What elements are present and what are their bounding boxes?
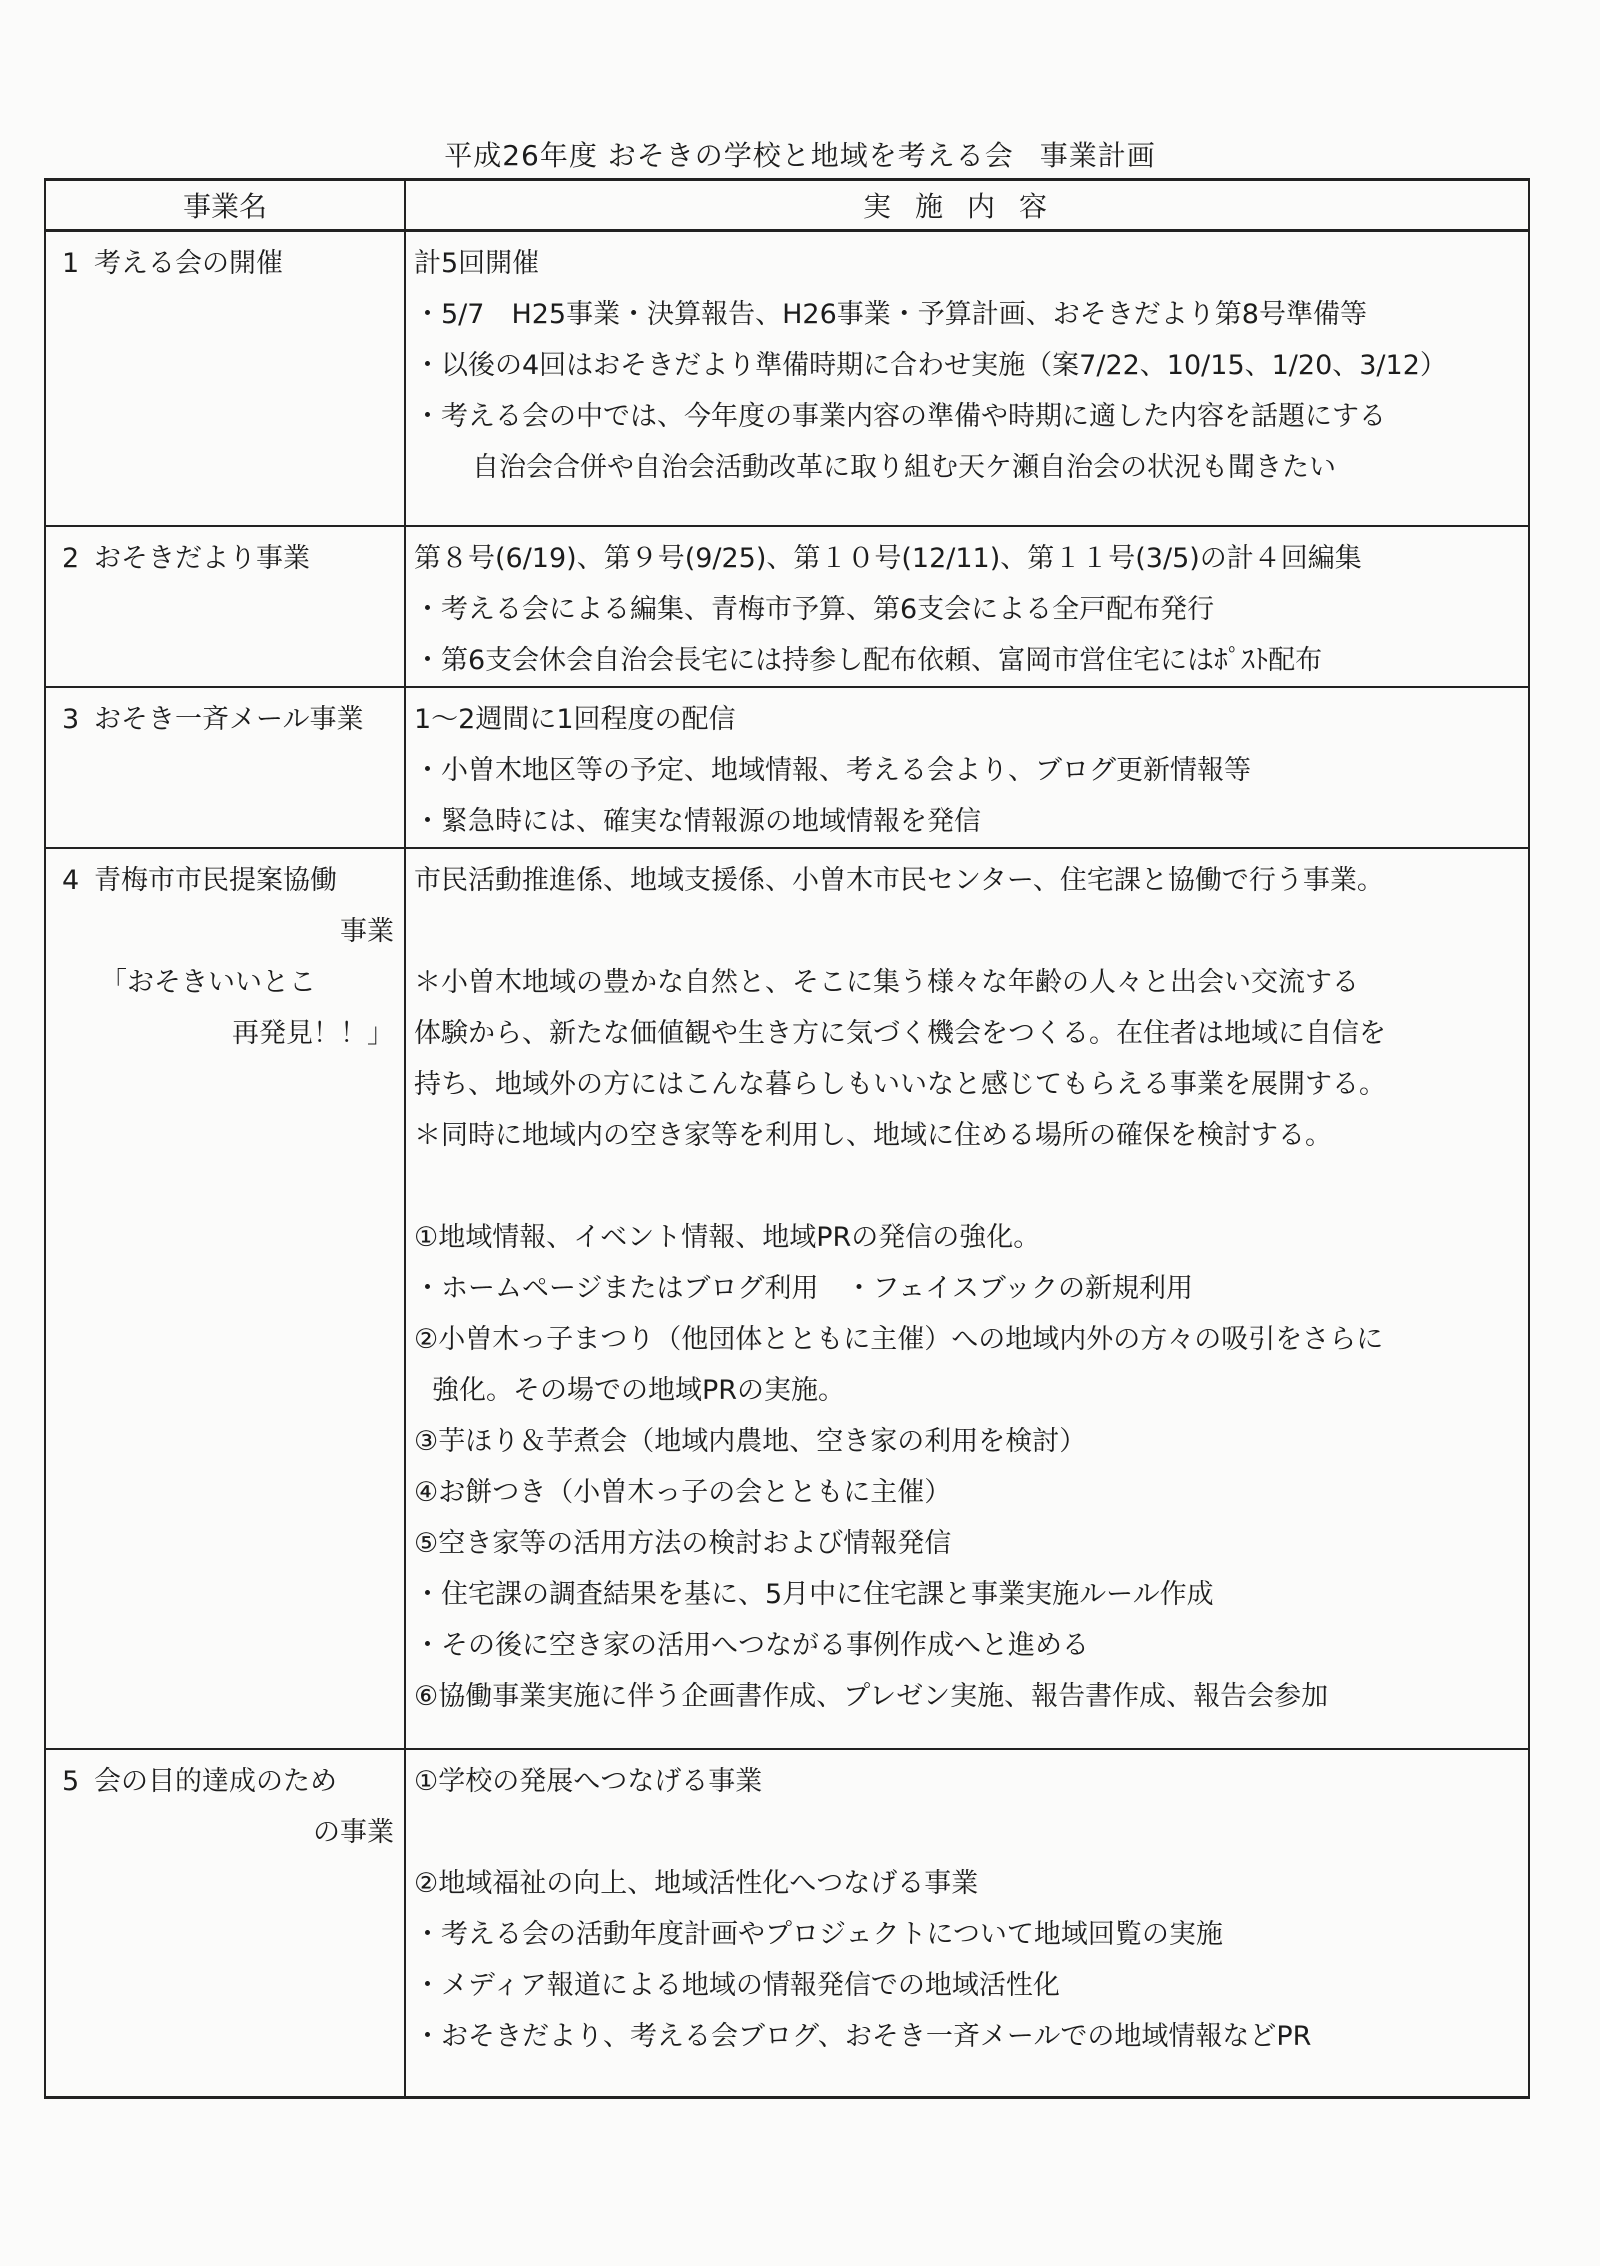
content-line: 強化。その場での地域PRの実施。 <box>432 1375 846 1406</box>
content-line: ・住宅課の調査結果を基に、5月中に住宅課と事業実施ルール作成 <box>414 1579 1214 1610</box>
content-line: ・5/7 H25事業・決算報告、H26事業・予算計画、おそきだより第8号準備等 <box>414 299 1367 330</box>
content-line: ③芋ほり＆芋煮会（地域内農地、空き家の利用を検討） <box>414 1426 1087 1457</box>
plan-table <box>44 178 1530 2099</box>
project-subtitle: 「おそきいいとこ <box>100 967 316 998</box>
row-number: 2 <box>62 543 80 574</box>
content-line: 1～2週間に1回程度の配信 <box>414 704 736 735</box>
row-number: 4 <box>62 865 80 896</box>
content-cell <box>405 687 1529 848</box>
blank-line <box>414 1807 1520 1858</box>
content-line: ・メディア報道による地域の情報発信での地域活性化 <box>414 1970 1060 2001</box>
row-number: 1 <box>62 248 80 279</box>
table-row <box>45 687 1529 848</box>
project-name: 考える会の開催 <box>94 248 283 279</box>
content-cell <box>405 526 1529 687</box>
project-name: おそきだより事業 <box>94 543 310 574</box>
content-line: ・考える会の中では、今年度の事業内容の準備や時期に適した内容を話題にする <box>414 401 1386 432</box>
content-line: ⑤空き家等の活用方法の検討および情報発信 <box>414 1528 952 1559</box>
header-project-name: 事業名 <box>45 180 405 231</box>
table-row <box>45 848 1529 1749</box>
project-name-cell <box>45 231 405 527</box>
content-line: ＊同時に地域内の空き家等を利用し、地域に住める場所の確保を検討する。 <box>414 1120 1332 1151</box>
title-year: 平成26年度 <box>444 139 598 172</box>
project-name-cell <box>45 1749 405 2098</box>
content-line: 市民活動推進係、地域支援係、小曽木市民センター、住宅課と協働で行う事業。 <box>414 865 1384 896</box>
content-line: ・小曽木地区等の予定、地域情報、考える会より、ブログ更新情報等 <box>414 755 1251 786</box>
content-line: ・ホームページまたはブログ利用 ・フェイスブックの新規利用 <box>414 1273 1193 1304</box>
content-line: ・緊急時には、確実な情報源の地域情報を発信 <box>414 806 981 837</box>
table-row <box>45 231 1529 527</box>
content-line: ④お餅つき（小曽木っ子の会とともに主催） <box>414 1477 952 1508</box>
content-line: ・考える会による編集、青梅市予算、第6支会による全戸配布発行 <box>414 594 1215 625</box>
content-line: 第８号(6/19)、第９号(9/25)、第１０号(12/11)、第１１号(3/5)の計４回編集 <box>414 543 1362 574</box>
content-line: ②小曽木っ子まつり（他団体とともに主催）への地域内外の方々の吸引をさらに <box>414 1324 1384 1355</box>
content-line: ①地域情報、イベント情報、地域PRの発信の強化。 <box>414 1222 1041 1253</box>
row-number: 3 <box>62 704 80 735</box>
table-row <box>45 1749 1529 2098</box>
project-name-continued: の事業 <box>313 1817 394 1848</box>
table-header-row <box>45 180 1529 231</box>
content-line: ①学校の発展へつなげる事業 <box>414 1766 763 1797</box>
project-name: 青梅市市民提案協働 <box>94 865 337 896</box>
document-title <box>0 134 1600 174</box>
header-content: 実施内容 <box>405 180 1529 231</box>
content-line: 体験から、新たな価値観や生き方に気づく機会をつくる。在住者は地域に自信を <box>414 1018 1386 1049</box>
table-row <box>45 526 1529 687</box>
project-name: 会の目的達成のため <box>94 1766 337 1797</box>
content-line: ・第6支会休会自治会長宅には持参し配布依頼、富岡市営住宅にはﾎﾟｽﾄ配布 <box>414 645 1323 676</box>
content-line: 計5回開催 <box>414 248 540 279</box>
project-name-continued: 事業 <box>340 916 394 947</box>
content-line: ・以後の4回はおそきだより準備時期に合わせ実施（案7/22、10/15、1/20、3/12） <box>414 350 1447 381</box>
project-name: おそき一斉メール事業 <box>94 704 364 735</box>
content-line: ・考える会の活動年度計画やプロジェクトについて地域回覧の実施 <box>414 1919 1223 1950</box>
content-cell <box>405 1749 1529 2098</box>
project-subtitle-continued: 再発見！！」 <box>232 1018 394 1049</box>
title-org: おそきの学校と地域を考える会 <box>607 139 1014 172</box>
content-line: ・その後に空き家の活用へつながる事例作成へと進める <box>414 1630 1089 1661</box>
content-line: ⑥協働事業実施に伴う企画書作成、プレゼン実施、報告書作成、報告会参加 <box>414 1681 1329 1712</box>
content-line: 自治会合併や自治会活動改革に取り組む天ケ瀬自治会の状況も聞きたい <box>472 452 1336 483</box>
content-cell <box>405 848 1529 1749</box>
project-name-cell <box>45 526 405 687</box>
project-name-cell <box>45 848 405 1749</box>
blank-line <box>414 1161 1520 1212</box>
title-doc: 事業計画 <box>1039 139 1156 172</box>
content-cell <box>405 231 1529 527</box>
content-line: ・おそきだより、考える会ブログ、おそき一斉メールでの地域情報などPR <box>414 2021 1312 2052</box>
content-line: 持ち、地域外の方にはこんな暮らしもいいなと感じてもらえる事業を展開する。 <box>414 1069 1386 1100</box>
content-line: ＊小曽木地域の豊かな自然と、そこに集う様々な年齢の人々と出会い交流する <box>414 967 1359 998</box>
row-number: 5 <box>62 1766 80 1797</box>
blank-line <box>414 906 1520 957</box>
content-line: ②地域福祉の向上、地域活性化へつなげる事業 <box>414 1868 979 1899</box>
project-name-cell <box>45 687 405 848</box>
